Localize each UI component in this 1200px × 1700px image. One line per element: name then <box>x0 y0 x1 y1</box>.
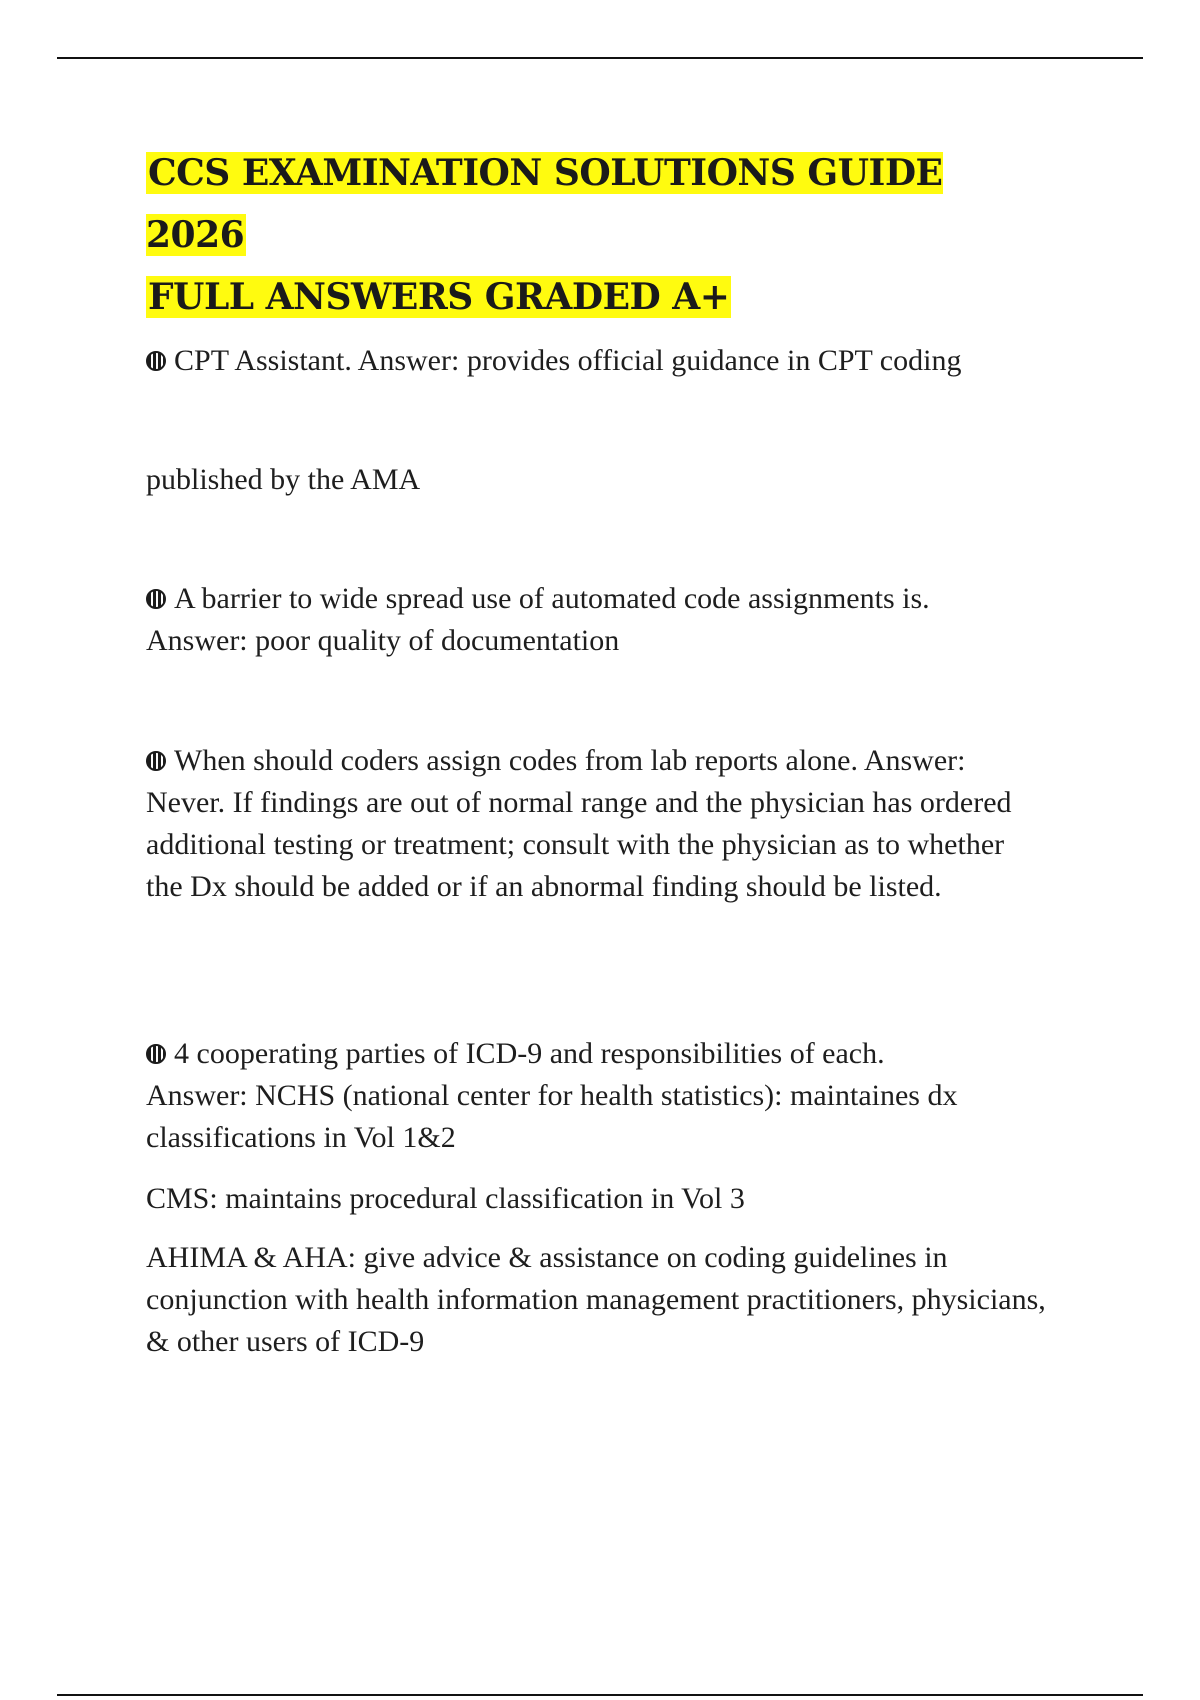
bullet-icon <box>146 751 166 771</box>
qa-item-4-cms: CMS: maintains procedural classification in Vol 3 <box>146 1182 745 1215</box>
bullet-icon <box>146 1044 166 1064</box>
qa-3-answer-text: Never. If findings are out of normal range and the physician has ordered additional testing or treatment; consult with the physician as to whether the Dx should be added or if an abnormal finding should be listed. <box>146 786 1012 903</box>
qa-4-answer-text: Answer: NCHS (national center for health statistics): maintaines dx classifications in Vol 1&2 <box>146 1079 958 1154</box>
qa-item-4-ahima: AHIMA & AHA: give advice & assistance on coding guidelines in conjunction with health information management practitioners, physicians, & other users of ICD-9 <box>146 1241 1046 1358</box>
top-rule <box>57 57 1143 59</box>
title-line-2: FULL ANSWERS GRADED A+ <box>148 276 730 318</box>
qa-item-2 <box>146 578 1046 662</box>
qa-item-1-question <box>146 340 1046 382</box>
qa-item-4 <box>146 1033 1046 1159</box>
qa-item-3 <box>146 740 1046 908</box>
qa-item-1-answer: published by the AMA <box>146 463 421 496</box>
qa-2-question-text: A barrier to wide spread use of automated code assignments is. <box>174 582 930 615</box>
title-line-1: CCS EXAMINATION SOLUTIONS GUIDE 2026 <box>146 152 943 256</box>
bottom-rule <box>57 1694 1143 1696</box>
qa-3-question-text: When should coders assign codes from lab reports alone. Answer: <box>174 744 966 777</box>
document-title <box>146 142 1046 328</box>
bullet-icon <box>146 589 166 609</box>
bullet-icon <box>146 351 166 371</box>
qa-4-question-text: 4 cooperating parties of ICD-9 and responsibilities of each. <box>174 1037 885 1070</box>
qa-1-question-text: CPT Assistant. Answer: provides official guidance in CPT coding <box>174 344 962 377</box>
qa-2-answer-text: Answer: poor quality of documentation <box>146 624 620 657</box>
